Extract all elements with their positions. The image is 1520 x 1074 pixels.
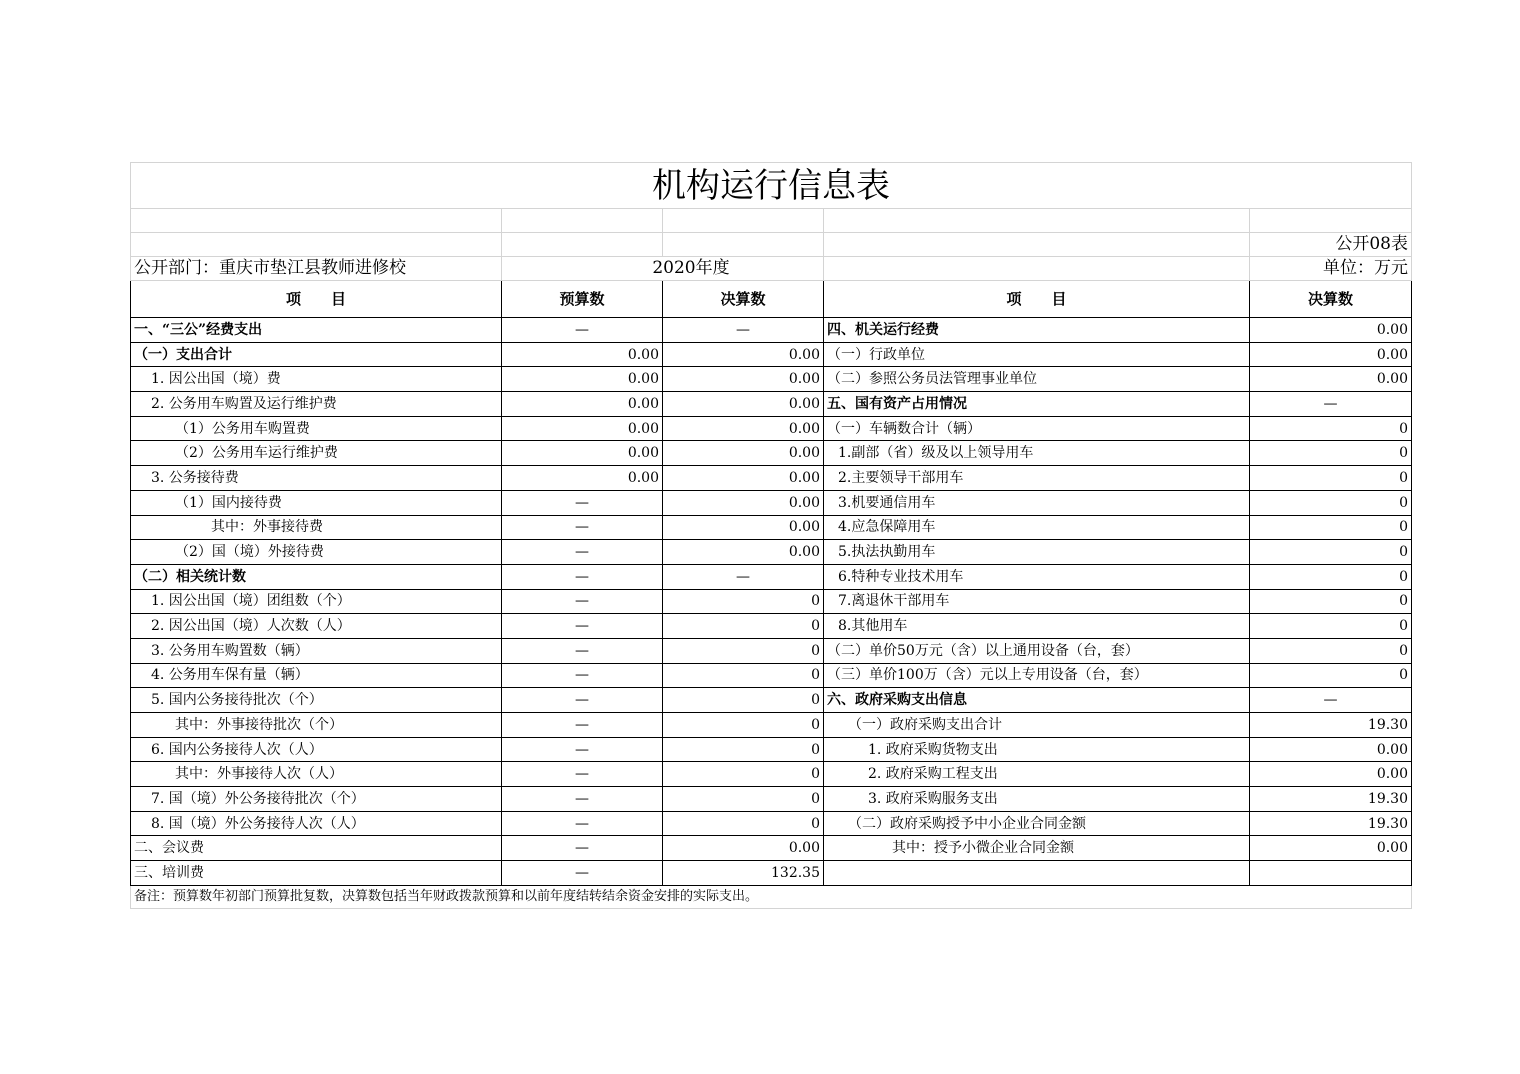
table-row [131, 367, 1412, 392]
table-row [131, 564, 1412, 589]
final-value-left: 0 [663, 713, 824, 738]
budget-value: — [502, 490, 663, 515]
left-item-label: 8. 国（境）外公务接待人次（人） [131, 811, 502, 836]
table-row [131, 342, 1412, 367]
right-item-label: 8.其他用车 [824, 614, 1250, 639]
budget-value: — [502, 836, 663, 861]
right-item-label: 1. 政府采购货物支出 [824, 737, 1250, 762]
left-item-label: 二、会议费 [131, 836, 502, 861]
table-row [131, 811, 1412, 836]
right-item-label: 4.应急保障用车 [824, 515, 1250, 540]
left-item-label: （1）公务用车购置费 [131, 416, 502, 441]
table-row [131, 614, 1412, 639]
budget-value: — [502, 540, 663, 565]
budget-value: — [502, 515, 663, 540]
table-row [131, 663, 1412, 688]
right-item-label [824, 861, 1250, 886]
budget-value: — [502, 737, 663, 762]
left-item-label: 6. 国内公务接待人次（人） [131, 737, 502, 762]
header-row [131, 281, 1412, 318]
final-value-right: 0.00 [1250, 836, 1412, 861]
final-value-right: — [1250, 688, 1412, 713]
final-value-right: 0 [1250, 589, 1412, 614]
right-item-label: 五、国有资产占用情况 [824, 392, 1250, 417]
table-row [131, 737, 1412, 762]
budget-value: — [502, 787, 663, 812]
final-value-left: 0 [663, 638, 824, 663]
final-value-right: 0.00 [1250, 762, 1412, 787]
final-value-left: — [663, 318, 824, 343]
table-row [131, 540, 1412, 565]
table-row [131, 490, 1412, 515]
budget-value: — [502, 713, 663, 738]
final-value-left: 0 [663, 614, 824, 639]
left-item-label: （2）公务用车运行维护费 [131, 441, 502, 466]
final-value-left: 0.00 [663, 342, 824, 367]
left-item-label: 2. 因公出国（境）人次数（人） [131, 614, 502, 639]
table-row [131, 589, 1412, 614]
final-value-right: 0 [1250, 441, 1412, 466]
budget-value: 0.00 [502, 392, 663, 417]
final-value-left: 0 [663, 737, 824, 762]
final-value-right: 19.30 [1250, 787, 1412, 812]
left-item-label: 7. 国（境）外公务接待批次（个） [131, 787, 502, 812]
budget-value: 0.00 [502, 441, 663, 466]
right-item-label: 5.执法执勤用车 [824, 540, 1250, 565]
right-item-label: （二）单价50万元（含）以上通用设备（台，套） [824, 638, 1250, 663]
right-item-label: （二）政府采购授予中小企业合同金额 [824, 811, 1250, 836]
table-row [131, 836, 1412, 861]
page-title: 机构运行信息表 [131, 163, 1412, 209]
left-item-label: （二）相关统计数 [131, 564, 502, 589]
header-budget: 预算数 [502, 281, 663, 318]
budget-value: 0.00 [502, 367, 663, 392]
table-row [131, 713, 1412, 738]
final-value-right: 0 [1250, 564, 1412, 589]
final-value-right: 0 [1250, 663, 1412, 688]
final-value-left: 0.00 [663, 490, 824, 515]
right-item-label: 3.机要通信用车 [824, 490, 1250, 515]
right-item-label: 六、政府采购支出信息 [824, 688, 1250, 713]
left-item-label: 三、培训费 [131, 861, 502, 886]
department-label: 公开部门：重庆市垫江县教师进修校 [131, 257, 502, 281]
final-value-left: 0 [663, 688, 824, 713]
table-row [131, 416, 1412, 441]
final-value-left: 0 [663, 762, 824, 787]
header-final-left: 决算数 [663, 281, 824, 318]
footnote: 备注：预算数年初部门预算批复数，决算数包括当年财政拨款预算和以前年度结转结余资金安排的实际支出。 [131, 885, 1412, 908]
final-value-left: 0.00 [663, 515, 824, 540]
table-row [131, 392, 1412, 417]
final-value-right: 19.30 [1250, 811, 1412, 836]
right-item-label: （二）参照公务员法管理事业单位 [824, 367, 1250, 392]
table-row [131, 861, 1412, 886]
final-value-right: 0.00 [1250, 318, 1412, 343]
final-value-right: 0 [1250, 540, 1412, 565]
final-value-right: 0 [1250, 490, 1412, 515]
year-label: 2020年度 [502, 257, 824, 281]
left-item-label: （2）国（境）外接待费 [131, 540, 502, 565]
final-value-left: 0.00 [663, 392, 824, 417]
form-code: 公开08表 [1250, 233, 1412, 257]
left-item-label: 其中：外事接待批次（个） [131, 713, 502, 738]
left-item-label: （1）国内接待费 [131, 490, 502, 515]
final-value-right: 0 [1250, 416, 1412, 441]
left-item-label: 3. 公务接待费 [131, 466, 502, 491]
final-value-right: 0 [1250, 466, 1412, 491]
left-item-label: 2. 公务用车购置及运行维护费 [131, 392, 502, 417]
final-value-left: 0.00 [663, 836, 824, 861]
final-value-right: 19.30 [1250, 713, 1412, 738]
left-item-label: 1. 因公出国（境）团组数（个） [131, 589, 502, 614]
report-sheet [130, 162, 1411, 909]
final-value-right [1250, 861, 1412, 886]
header-final-right: 决算数 [1250, 281, 1412, 318]
right-item-label: （一）车辆数合计（辆） [824, 416, 1250, 441]
final-value-left: 0.00 [663, 540, 824, 565]
budget-value: 0.00 [502, 416, 663, 441]
left-item-label: 其中：外事接待费 [131, 515, 502, 540]
budget-value: — [502, 688, 663, 713]
table-row [131, 688, 1412, 713]
left-item-label: 其中：外事接待人次（人） [131, 762, 502, 787]
table-row [131, 787, 1412, 812]
right-item-label: 3. 政府采购服务支出 [824, 787, 1250, 812]
table-row [131, 318, 1412, 343]
budget-value: 0.00 [502, 466, 663, 491]
right-item-label: 1.副部（省）级及以上领导用车 [824, 441, 1250, 466]
right-item-label: 7.离退休干部用车 [824, 589, 1250, 614]
right-item-label: 2.主要领导干部用车 [824, 466, 1250, 491]
table-row [131, 441, 1412, 466]
left-item-label: 5. 国内公务接待批次（个） [131, 688, 502, 713]
budget-value: — [502, 638, 663, 663]
unit-label: 单位：万元 [1250, 257, 1412, 281]
right-item-label: （一）行政单位 [824, 342, 1250, 367]
final-value-left: 0.00 [663, 416, 824, 441]
final-value-left: — [663, 564, 824, 589]
left-item-label: 4. 公务用车保有量（辆） [131, 663, 502, 688]
final-value-left: 0.00 [663, 466, 824, 491]
header-item-right: 项 目 [824, 281, 1250, 318]
final-value-right: 0.00 [1250, 342, 1412, 367]
final-value-right: 0 [1250, 638, 1412, 663]
final-value-right: 0.00 [1250, 737, 1412, 762]
final-value-left: 0.00 [663, 441, 824, 466]
right-item-label: （一）政府采购支出合计 [824, 713, 1250, 738]
final-value-right: — [1250, 392, 1412, 417]
right-item-label: （三）单价100万（含）元以上专用设备（台，套） [824, 663, 1250, 688]
budget-value: — [502, 318, 663, 343]
budget-value: — [502, 861, 663, 886]
final-value-right: 0.00 [1250, 367, 1412, 392]
final-value-left: 0 [663, 589, 824, 614]
left-item-label: 1. 因公出国（境）费 [131, 367, 502, 392]
right-item-label: 6.特种专业技术用车 [824, 564, 1250, 589]
final-value-left: 132.35 [663, 861, 824, 886]
right-item-label: 其中：授予小微企业合同金额 [824, 836, 1250, 861]
table-row [131, 638, 1412, 663]
final-value-right: 0 [1250, 515, 1412, 540]
budget-value: — [502, 614, 663, 639]
left-item-label: （一）支出合计 [131, 342, 502, 367]
budget-value: — [502, 564, 663, 589]
final-value-left: 0 [663, 811, 824, 836]
budget-value: 0.00 [502, 342, 663, 367]
final-value-left: 0 [663, 787, 824, 812]
final-value-left: 0.00 [663, 367, 824, 392]
table-row [131, 466, 1412, 491]
report-table [130, 162, 1412, 909]
right-item-label: 2. 政府采购工程支出 [824, 762, 1250, 787]
table-row [131, 515, 1412, 540]
left-item-label: 一、“三公”经费支出 [131, 318, 502, 343]
budget-value: — [502, 589, 663, 614]
final-value-right: 0 [1250, 614, 1412, 639]
left-item-label: 3. 公务用车购置数（辆） [131, 638, 502, 663]
budget-value: — [502, 663, 663, 688]
final-value-left: 0 [663, 663, 824, 688]
budget-value: — [502, 811, 663, 836]
right-item-label: 四、机关运行经费 [824, 318, 1250, 343]
budget-value: — [502, 762, 663, 787]
header-item-left: 项 目 [131, 281, 502, 318]
table-row [131, 762, 1412, 787]
